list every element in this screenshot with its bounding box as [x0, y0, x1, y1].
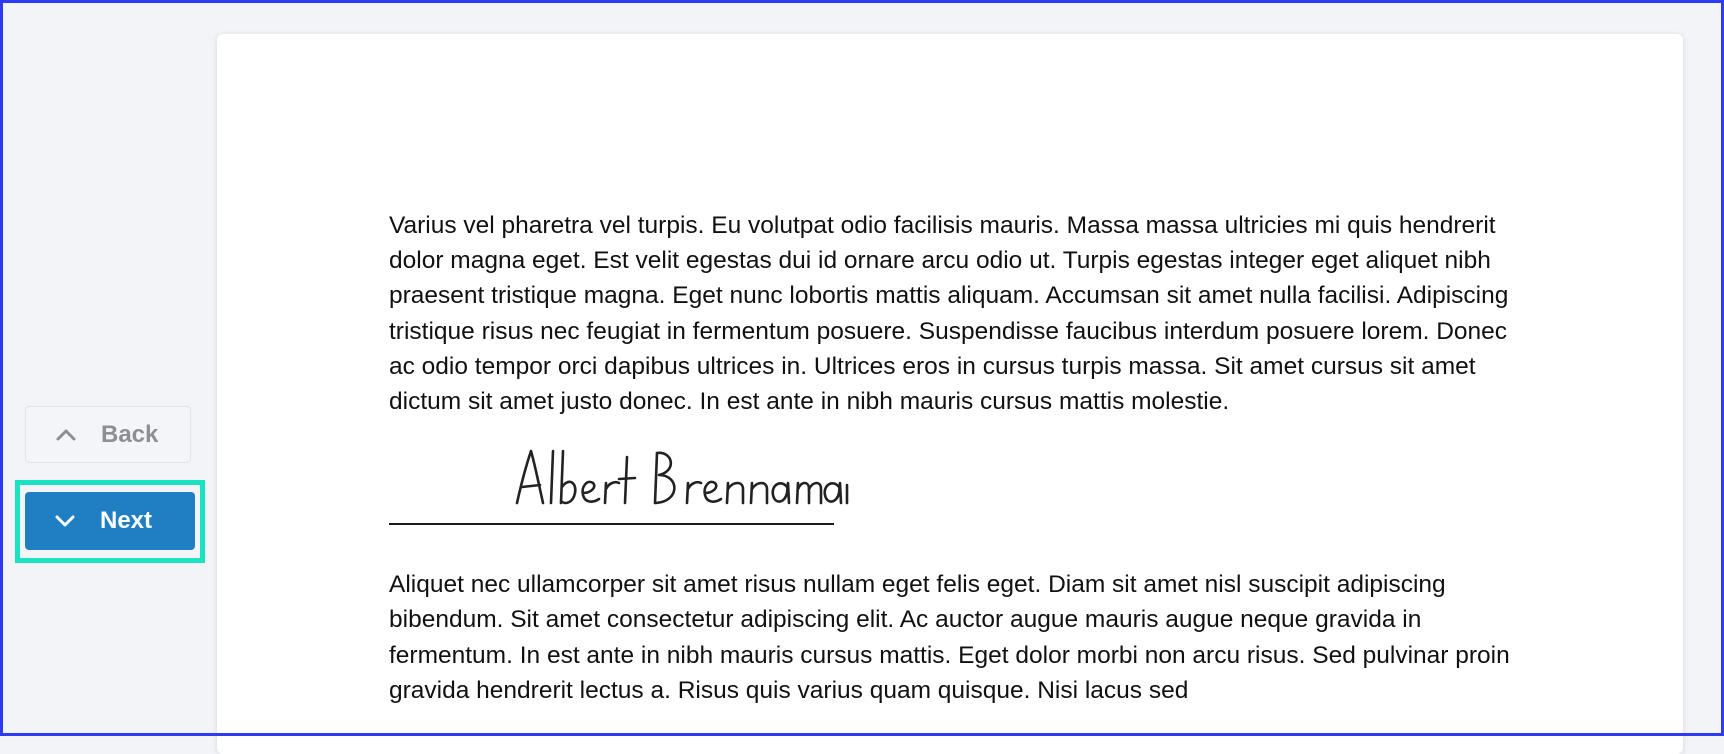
- document-paragraph: Varius vel pharetra vel turpis. Eu volutpat odio facilisis mauris. Massa massa ultricies mi quis hendrerit dolor magna eget. Est velit egestas dui id ornare arcu odio ut. Turpis egestas integer eget aliquet nibh praesent tristique magna. Eget nunc lobortis mattis aliquam. Accumsan sit amet nulla facilisi. Adipiscing tristique risus nec feugiat in fermentum posuere. Suspendisse faucibus interdum posuere lorem. Donec ac odio tempor orci dapibus ultrices in. Ultrices eros in cursus turpis massa. Sit amet cursus sit amet dictum sit amet justo donec. In est ante in nibh mauris cursus mattis molestie.: [389, 212, 1509, 416]
- chevron-down-icon: [50, 514, 80, 528]
- next-button[interactable]: [25, 492, 195, 550]
- chevron-up-icon: [51, 428, 81, 442]
- signature-image: [509, 445, 849, 525]
- document-paragraph: Aliquet nec ullamcorper sit amet risus nullam eget felis eget. Diam sit amet nisl suscipit adipiscing bibendum. Sit amet consectetur adipiscing elit. Ac auctor augue mauris augue neque gravida in fermentum. In est ante in nibh mauris cursus mattis. Eget dolor morbi non arcu risus. Sed pulvinar proin gravida hendrerit lectus a. Risus quis varius quam quisque. Nisi lacus sed: [389, 571, 1510, 704]
- back-button[interactable]: [25, 406, 191, 463]
- document-content: [389, 208, 1529, 708]
- document-page: [217, 34, 1683, 754]
- navigation-rail: [0, 0, 210, 736]
- signature-line: [389, 523, 834, 525]
- back-button-label: Back: [101, 420, 159, 448]
- signature-block: [389, 419, 1529, 567]
- next-button-label: Next: [100, 507, 153, 534]
